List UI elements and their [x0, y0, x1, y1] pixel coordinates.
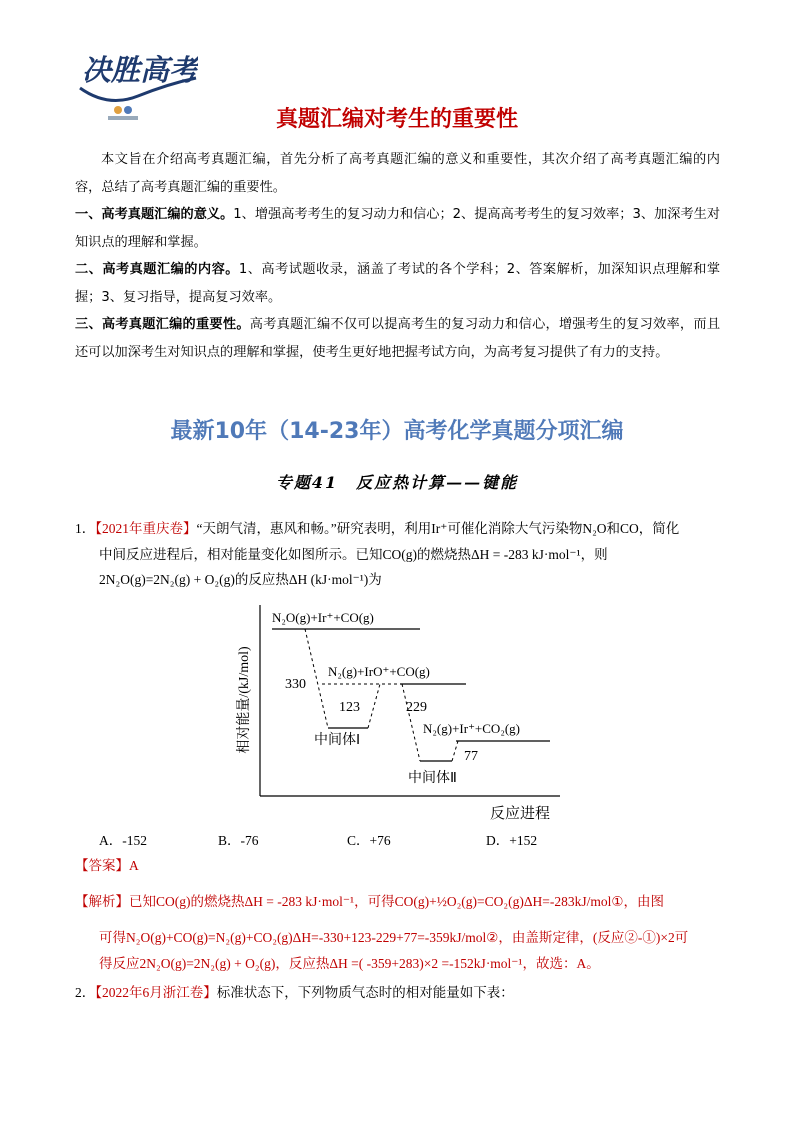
transition-4 — [452, 741, 458, 761]
energy-diagram — [230, 600, 570, 822]
series-title: 最新10年（14-23年）高考化学真题分项汇编 — [170, 419, 624, 444]
section-2-text: 1、高考试题收录，涵盖了考试的各个学科；2、答案解析，加深知识点理解和掌握；3、复习指导，提高复习效率。 — [75, 262, 721, 305]
q1-number: 1． — [75, 521, 96, 536]
q1-text-2: 中间反应进程后，相对能量变化如图所示。已知CO(g)的燃烧热ΔH = -283 kJ·mol⁻¹，则 — [99, 547, 608, 562]
level-label-products: N₂(g)+Ir⁺+CO₂(g) — [423, 721, 521, 736]
section-1-text: 1、增强高考考生的复习动力和信心；2、提高高考考生的复习效率；3、加深考生对知识点的理解和掌握。 — [75, 207, 721, 250]
analysis-label: 【解析】 — [75, 894, 129, 909]
option-b[interactable]: B．-76 — [218, 833, 259, 848]
section-2-heading: 二、高考真题汇编的内容。 — [75, 262, 239, 277]
step-label-123: 123 — [339, 700, 360, 715]
option-a[interactable]: A．-152 — [99, 833, 147, 848]
step-label-77: 77 — [464, 749, 478, 764]
level-label-reactants: N₂O(g)+Ir⁺+CO(g) — [272, 610, 374, 625]
answer-label: 【答案】 — [75, 858, 129, 873]
section-3 — [75, 311, 720, 366]
transition-1 — [305, 629, 328, 728]
level-label-intermediate-2: 中间体Ⅱ — [408, 771, 457, 786]
answer-value: A — [129, 858, 139, 873]
transition-3 — [402, 684, 420, 761]
step-label-330: 330 — [285, 677, 306, 692]
section-3-heading: 三、高考真题汇编的重要性。 — [75, 317, 250, 332]
section-1-heading: 一、高考真题汇编的意义。 — [75, 207, 234, 222]
topic-title: 专题41 反应热计算——键能 — [275, 473, 519, 492]
document-title: 真题汇编对考生的重要性 — [275, 107, 518, 132]
logo-text: 决胜高考 — [82, 53, 198, 87]
q1-text-3: 2N₂O(g)=2N₂(g) + O₂(g)的反应热ΔH (kJ·mol⁻¹)为 — [99, 572, 382, 587]
option-c[interactable]: C．+76 — [347, 833, 391, 848]
y-axis-label: 相对能量/(kJ/mol) — [237, 646, 252, 754]
q2-line — [75, 980, 725, 1005]
x-axis-label: 反应进程 — [489, 806, 551, 822]
section-2 — [75, 256, 720, 311]
analysis-text-1: 已知CO(g)的燃烧热ΔH = -283 kJ·mol⁻¹，可得CO(g)+½O₂(g)=CO₂(g)ΔH=-283kJ/mol①，由图 — [129, 894, 664, 909]
q2-number: 2． — [75, 985, 96, 1000]
q1-text-1: “天朗气清，惠风和畅。”研究表明，利用Ir⁺可催化消除大气污染物N₂O和CO，简化 — [196, 521, 680, 536]
q1-analysis-1 — [75, 889, 725, 914]
transition-2 — [368, 684, 380, 728]
level-label-intermediate-1: 中间体Ⅰ — [314, 733, 361, 748]
q1-source: 【2021年重庆卷】 — [95, 521, 197, 536]
q1-answer — [75, 853, 139, 878]
option-d[interactable]: D．+152 — [486, 833, 538, 848]
step-label-229: 229 — [406, 700, 427, 715]
level-label-irO-plus: N₂(g)+IrO⁺+CO(g) — [328, 664, 430, 679]
section-1 — [75, 201, 720, 256]
q2-source: 【2022年6月浙江卷】 — [95, 985, 217, 1000]
q1-line1 — [75, 516, 725, 541]
q2-text: 标准状态下，下列物质气态时的相对能量如下表： — [216, 985, 514, 1000]
section-3-text: 高考真题汇编不仅可以提高考生的复习动力和信心，增强考生的复习效率，而且还可以加深考生对知识点的理解和掌握，使考生更好地把握考试方向，为高考复习提供了有力的支持。 — [75, 317, 721, 360]
intro-paragraph: 本文旨在介绍高考真题汇编，首先分析了高考真题汇编的意义和重要性，其次介绍了高考真题汇编的内容，总结了高考真题汇编的重要性。 — [75, 152, 720, 195]
q1-analysis-2: 可得N₂O(g)+CO(g)=N₂(g)+CO₂(g)ΔH=-330+123-229+77=-359kJ/mol②，由盖斯定律，(反应②-①)×2可 — [99, 930, 689, 945]
q1-analysis-3: 得反应2N₂O(g)=2N₂(g) + O₂(g)，反应热ΔH =( -359+283)×2 =-152kJ·mol⁻¹，故选：A。 — [99, 956, 600, 971]
